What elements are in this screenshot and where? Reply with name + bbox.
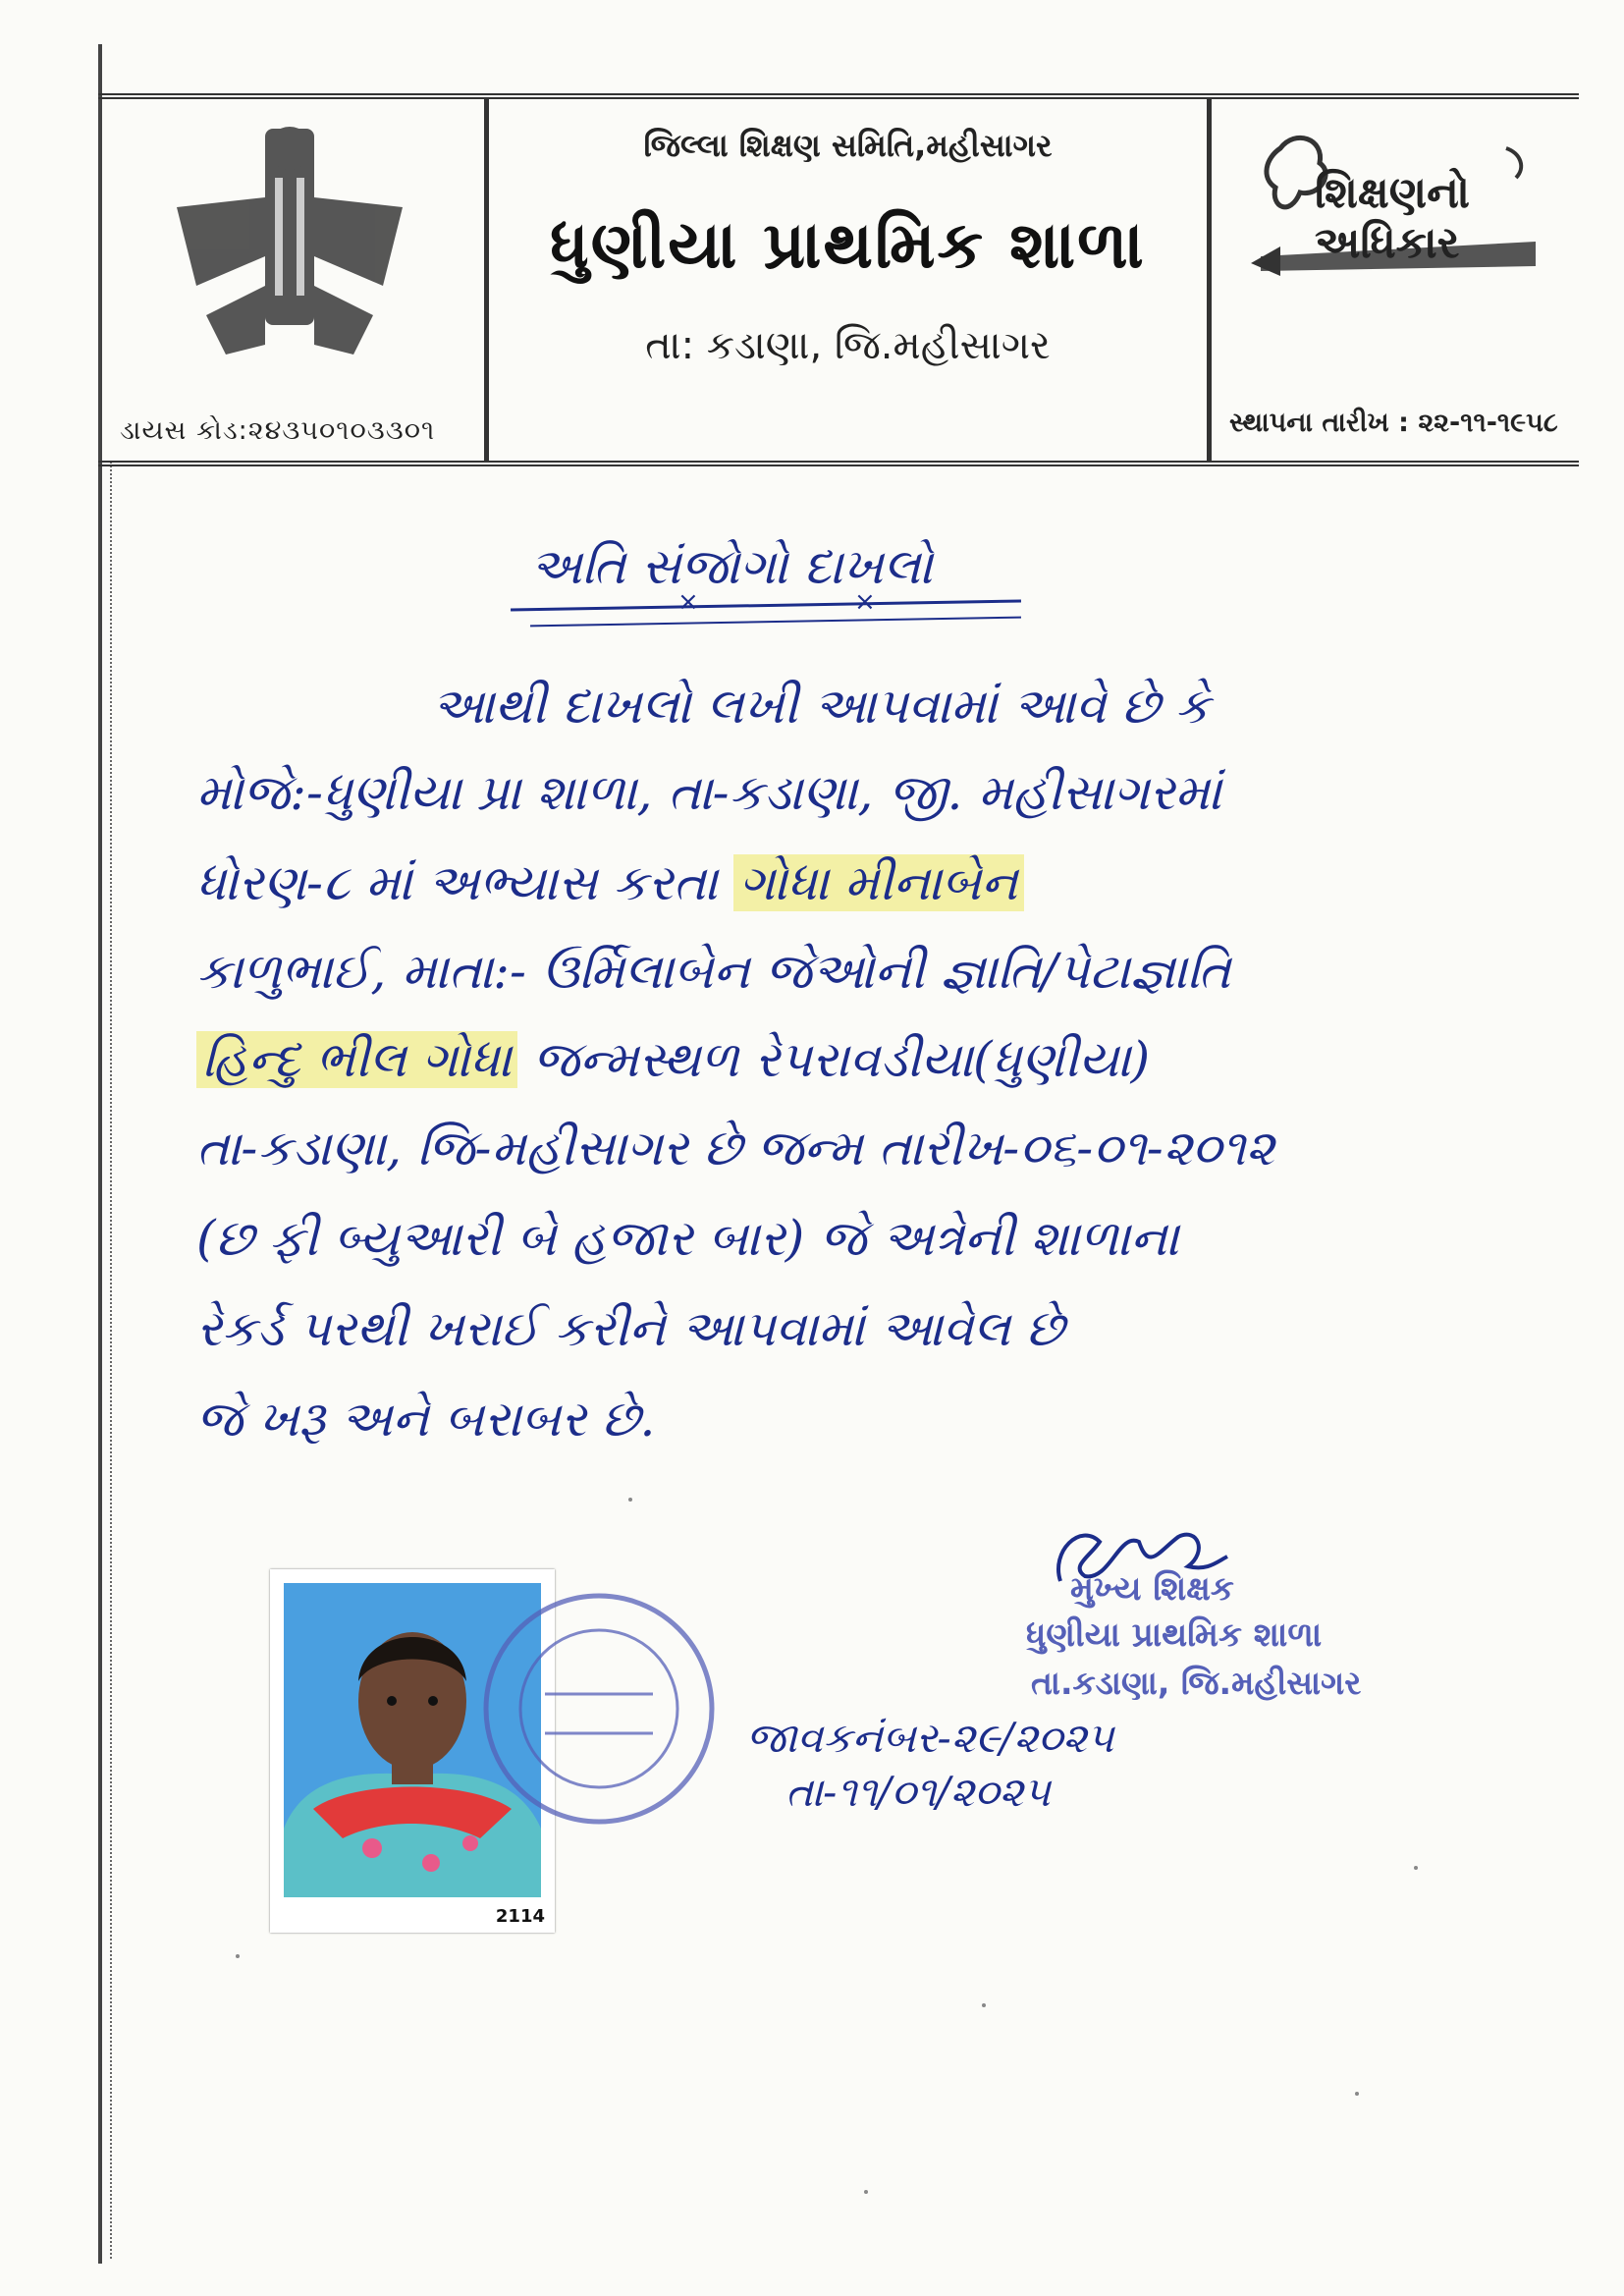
stamp-role: મુખ્ય શિક્ષક <box>1070 1569 1234 1609</box>
outward-number: જાવકનંબર-૨૯/૨૦૨૫ <box>746 1714 1114 1762</box>
title-x-mark: × <box>677 587 699 617</box>
school-round-stamp-icon <box>476 1586 722 1831</box>
scan-dot <box>1355 2092 1359 2096</box>
title-underline <box>511 599 1021 611</box>
issue-date: તા-૧૧/૦૧/૨૦૨૫ <box>785 1768 1051 1816</box>
letterhead-left-panel <box>98 99 489 461</box>
certificate-title: અતિ સંજોગો દાખલો <box>530 538 933 595</box>
body-line: તા-કડાણા, જિ-મહીસાગર છે જન્મ તારીખ-૦૬-૦૧-૨૦૧૨ <box>196 1120 1274 1176</box>
title-x-mark: × <box>854 587 876 617</box>
caste-highlight: હિન્દુ ભીલ ગોધા <box>196 1031 517 1088</box>
letterhead <box>98 93 1579 466</box>
body-line: આથી દાખલો લખી આપવામાં આવે છે કે <box>432 678 1211 735</box>
scan-dot <box>864 2190 868 2194</box>
committee-name: જિલ્લા શિક્ષણ સમિતિ,મહીસાગર <box>643 127 1053 164</box>
stamp-school: ધુણીયા પ્રાથમિક શાળા <box>1026 1615 1323 1655</box>
body-line: મોજે:-ધુણીયા પ્રા શાળા, તા-કડાણા, જી. મહીસાગરમાં <box>196 764 1222 821</box>
school-address: તા: કડાણા, જિ.મહીસાગર <box>645 323 1051 368</box>
letterhead-center-panel <box>489 99 1212 461</box>
body-line: જે ખરૂ અને બરાબર છે. <box>196 1391 656 1448</box>
letterhead-right-panel <box>1212 99 1579 461</box>
scan-dot <box>1414 1866 1418 1870</box>
scan-dot <box>982 2003 986 2007</box>
body-line: રેકર્ડ પરથી ખરાઈ કરીને આપવામાં આવેલ છે <box>196 1300 1064 1357</box>
school-name: ધુણીયા પ્રાથમિક શાળા <box>550 207 1146 283</box>
title-underline <box>530 617 1021 628</box>
body-line: કાળુભાઈ, માતા:- ઉર્મિલાબેન જેઓની જ્ઞાતિ/પેટાજ્ઞાતિ <box>196 943 1231 1000</box>
rights-title: શિક્ષણનો અધિકાર <box>1315 168 1470 268</box>
founded-date: સ્થાપના તારીખ : ૨૨-૧૧-૧૯૫૮ <box>1229 408 1558 438</box>
stamp-address: તા.કડાણા, જિ.મહીસાગર <box>1031 1664 1362 1702</box>
school-emblem-icon <box>137 119 442 364</box>
body-line-with-caste <box>196 1031 1150 1089</box>
photo-id: 2114 <box>495 1906 545 1927</box>
student-name-highlight: ગોધા મીનાબેન <box>733 854 1024 911</box>
scan-dot <box>628 1498 632 1502</box>
body-line: (છ ફી બ્યુઆરી બે હજાર બાર) જે અત્રેની શાળાના <box>196 1210 1179 1267</box>
dise-code: ડાયસ કોડ:૨૪૩૫૦૧૦૩૩૦૧ <box>120 415 436 446</box>
body-line-with-name <box>196 854 1024 912</box>
body-line-text: જન્મસ્થળ રેપરાવડીયા(ધુણીયા) <box>532 1031 1151 1088</box>
scan-dot <box>236 1954 240 1958</box>
body-line-text: ધોરણ-૮ માં અભ્યાસ કરતા <box>196 854 718 911</box>
dotted-margin-rule <box>110 462 114 2259</box>
